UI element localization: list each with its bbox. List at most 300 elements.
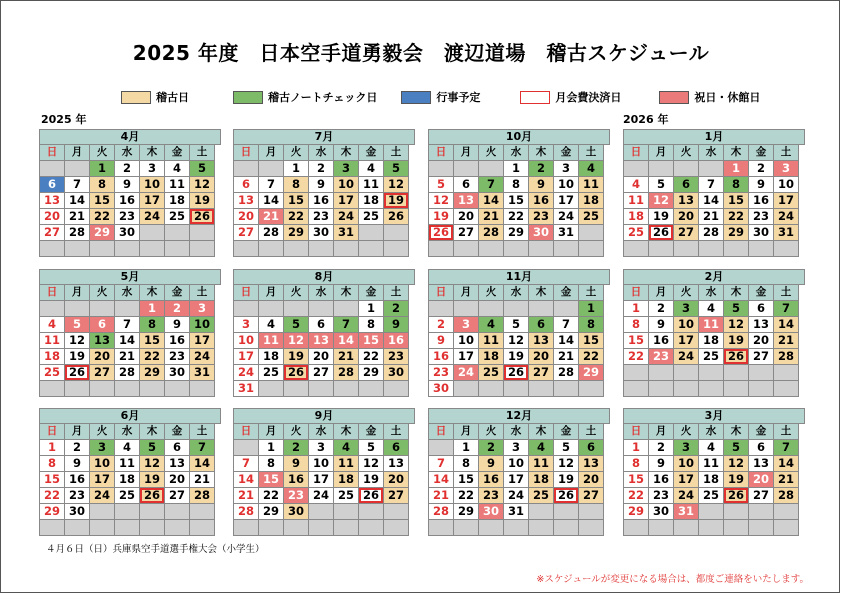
empty-cell bbox=[554, 504, 579, 520]
weekday-header: 木 bbox=[529, 145, 554, 161]
day-cell: 10 bbox=[234, 333, 259, 349]
day-cell: 12 bbox=[190, 177, 215, 193]
day-cell: 12 bbox=[649, 193, 674, 209]
weekday-header: 土 bbox=[190, 145, 215, 161]
day-cell: 11 bbox=[699, 456, 724, 472]
empty-cell bbox=[115, 241, 140, 257]
day-cell: 10 bbox=[504, 456, 529, 472]
day-cell: 21 bbox=[334, 349, 359, 365]
empty-cell bbox=[140, 225, 165, 241]
weekday-header: 土 bbox=[774, 285, 799, 301]
day-cell: 17 bbox=[309, 472, 334, 488]
day-cell: 10 bbox=[554, 177, 579, 193]
day-cell: 23 bbox=[649, 488, 674, 504]
day-cell: 24 bbox=[674, 349, 699, 365]
day-cell: 3 bbox=[234, 317, 259, 333]
day-cell: 17 bbox=[774, 193, 799, 209]
day-cell: 14 bbox=[774, 317, 799, 333]
day-cell: 27 bbox=[674, 225, 699, 241]
empty-cell bbox=[529, 504, 554, 520]
empty-cell bbox=[649, 365, 674, 381]
weekday-header: 木 bbox=[724, 424, 749, 440]
day-cell: 12 bbox=[65, 333, 90, 349]
day-cell: 7 bbox=[774, 440, 799, 456]
day-cell: 1 bbox=[624, 440, 649, 456]
empty-cell bbox=[334, 241, 359, 257]
day-cell: 2 bbox=[65, 440, 90, 456]
empty-cell bbox=[259, 161, 284, 177]
day-cell: 29 bbox=[90, 225, 115, 241]
empty-cell bbox=[624, 161, 649, 177]
day-cell: 14 bbox=[334, 333, 359, 349]
empty-cell bbox=[359, 381, 384, 397]
day-cell: 20 bbox=[90, 349, 115, 365]
day-cell: 18 bbox=[579, 193, 604, 209]
day-cell: 15 bbox=[454, 472, 479, 488]
day-cell: 3 bbox=[554, 161, 579, 177]
empty-cell bbox=[649, 381, 674, 397]
month-header: 4月 bbox=[40, 130, 221, 145]
day-cell: 4 bbox=[40, 317, 65, 333]
empty-cell bbox=[774, 504, 799, 520]
day-cell: 25 bbox=[40, 365, 65, 381]
legend-fee bbox=[520, 89, 621, 105]
day-cell: 14 bbox=[259, 193, 284, 209]
day-cell: 7 bbox=[554, 317, 579, 333]
empty-cell bbox=[624, 381, 649, 397]
day-cell: 22 bbox=[359, 349, 384, 365]
weekday-header: 金 bbox=[749, 424, 774, 440]
day-cell: 23 bbox=[749, 209, 774, 225]
day-cell: 30 bbox=[429, 381, 454, 397]
empty-cell bbox=[309, 504, 334, 520]
empty-cell bbox=[65, 381, 90, 397]
day-cell: 20 bbox=[40, 209, 65, 225]
day-cell: 17 bbox=[504, 472, 529, 488]
empty-cell bbox=[504, 241, 529, 257]
weekday-header: 土 bbox=[384, 145, 409, 161]
empty-cell bbox=[190, 225, 215, 241]
day-cell: 24 bbox=[90, 488, 115, 504]
day-cell: 8 bbox=[624, 317, 649, 333]
day-cell: 26 bbox=[284, 365, 309, 381]
day-cell: 14 bbox=[65, 193, 90, 209]
day-cell: 26 bbox=[429, 225, 454, 241]
day-cell: 29 bbox=[140, 365, 165, 381]
day-cell: 8 bbox=[284, 177, 309, 193]
day-cell: 13 bbox=[454, 193, 479, 209]
day-cell: 4 bbox=[699, 301, 724, 317]
month-header: 11月 bbox=[429, 270, 610, 285]
month-header: 9月 bbox=[234, 409, 415, 424]
empty-cell bbox=[649, 161, 674, 177]
day-cell: 17 bbox=[140, 193, 165, 209]
day-cell: 26 bbox=[504, 365, 529, 381]
day-cell: 25 bbox=[334, 488, 359, 504]
day-cell: 22 bbox=[284, 209, 309, 225]
weekday-header: 木 bbox=[140, 285, 165, 301]
day-cell: 4 bbox=[529, 440, 554, 456]
day-cell: 19 bbox=[724, 472, 749, 488]
empty-cell bbox=[554, 301, 579, 317]
empty-cell bbox=[309, 381, 334, 397]
year-label-2026: 2026 年 bbox=[623, 113, 669, 126]
day-cell: 4 bbox=[699, 440, 724, 456]
day-cell: 19 bbox=[65, 349, 90, 365]
day-cell: 1 bbox=[40, 440, 65, 456]
weekday-header: 金 bbox=[165, 145, 190, 161]
day-cell: 30 bbox=[479, 504, 504, 520]
day-cell: 27 bbox=[529, 365, 554, 381]
day-cell: 22 bbox=[40, 488, 65, 504]
day-cell: 7 bbox=[234, 456, 259, 472]
empty-cell bbox=[699, 365, 724, 381]
empty-cell bbox=[579, 381, 604, 397]
day-cell: 28 bbox=[429, 504, 454, 520]
day-cell: 19 bbox=[504, 349, 529, 365]
day-cell: 30 bbox=[749, 225, 774, 241]
day-cell: 24 bbox=[454, 365, 479, 381]
day-cell: 20 bbox=[454, 209, 479, 225]
day-cell: 17 bbox=[234, 349, 259, 365]
weekday-header: 火 bbox=[674, 285, 699, 301]
day-cell: 23 bbox=[65, 488, 90, 504]
empty-cell bbox=[579, 241, 604, 257]
month-header: 3月 bbox=[624, 409, 805, 424]
day-cell: 7 bbox=[774, 301, 799, 317]
empty-cell bbox=[774, 241, 799, 257]
day-cell: 21 bbox=[554, 349, 579, 365]
empty-cell bbox=[234, 520, 259, 536]
day-cell: 19 bbox=[649, 209, 674, 225]
day-cell: 5 bbox=[65, 317, 90, 333]
empty-cell bbox=[65, 161, 90, 177]
day-cell: 27 bbox=[40, 225, 65, 241]
empty-cell bbox=[674, 381, 699, 397]
day-cell: 16 bbox=[649, 333, 674, 349]
weekday-header: 金 bbox=[749, 145, 774, 161]
empty-cell bbox=[579, 520, 604, 536]
day-cell: 5 bbox=[724, 440, 749, 456]
weekday-header: 土 bbox=[579, 285, 604, 301]
day-cell: 26 bbox=[190, 209, 215, 225]
weekday-header: 土 bbox=[774, 424, 799, 440]
day-cell: 23 bbox=[479, 488, 504, 504]
empty-cell bbox=[115, 520, 140, 536]
day-cell: 9 bbox=[65, 456, 90, 472]
weekday-header: 日 bbox=[234, 424, 259, 440]
day-cell: 12 bbox=[384, 177, 409, 193]
empty-cell bbox=[359, 520, 384, 536]
weekday-header: 月 bbox=[649, 285, 674, 301]
day-cell: 3 bbox=[674, 301, 699, 317]
weekday-header: 火 bbox=[479, 285, 504, 301]
day-cell: 24 bbox=[334, 209, 359, 225]
day-cell: 3 bbox=[774, 161, 799, 177]
day-cell: 5 bbox=[649, 177, 674, 193]
day-cell: 22 bbox=[724, 209, 749, 225]
legend-swatch-holiday bbox=[659, 91, 689, 104]
day-cell: 29 bbox=[624, 504, 649, 520]
day-cell: 28 bbox=[774, 349, 799, 365]
day-cell: 15 bbox=[579, 333, 604, 349]
day-cell: 24 bbox=[554, 209, 579, 225]
empty-cell bbox=[309, 301, 334, 317]
day-cell: 14 bbox=[115, 333, 140, 349]
month-calendar bbox=[428, 269, 610, 397]
day-cell: 21 bbox=[774, 472, 799, 488]
day-cell: 20 bbox=[674, 209, 699, 225]
day-cell: 7 bbox=[190, 440, 215, 456]
empty-cell bbox=[554, 520, 579, 536]
weekday-header: 日 bbox=[624, 145, 649, 161]
day-cell: 13 bbox=[90, 333, 115, 349]
empty-cell bbox=[190, 520, 215, 536]
day-cell: 30 bbox=[165, 365, 190, 381]
weekday-header: 火 bbox=[284, 424, 309, 440]
day-cell: 7 bbox=[334, 317, 359, 333]
day-cell: 9 bbox=[479, 456, 504, 472]
empty-cell bbox=[140, 241, 165, 257]
day-cell: 13 bbox=[749, 456, 774, 472]
empty-cell bbox=[554, 381, 579, 397]
day-cell: 2 bbox=[479, 440, 504, 456]
empty-cell bbox=[65, 241, 90, 257]
empty-cell bbox=[40, 381, 65, 397]
day-cell: 13 bbox=[234, 193, 259, 209]
day-cell: 21 bbox=[259, 209, 284, 225]
weekday-header: 火 bbox=[284, 285, 309, 301]
day-cell: 25 bbox=[699, 488, 724, 504]
empty-cell bbox=[384, 504, 409, 520]
day-cell: 22 bbox=[624, 488, 649, 504]
day-cell: 12 bbox=[429, 193, 454, 209]
day-cell: 14 bbox=[190, 456, 215, 472]
day-cell: 11 bbox=[334, 456, 359, 472]
day-cell: 7 bbox=[699, 177, 724, 193]
day-cell: 7 bbox=[479, 177, 504, 193]
empty-cell bbox=[504, 301, 529, 317]
legend-label-keiko: 稽古日 bbox=[156, 91, 189, 104]
empty-cell bbox=[724, 365, 749, 381]
day-cell: 17 bbox=[554, 193, 579, 209]
day-cell: 6 bbox=[90, 317, 115, 333]
weekday-header: 日 bbox=[624, 285, 649, 301]
day-cell: 7 bbox=[259, 177, 284, 193]
day-cell: 13 bbox=[384, 456, 409, 472]
day-cell: 8 bbox=[504, 177, 529, 193]
day-cell: 21 bbox=[115, 349, 140, 365]
empty-cell bbox=[749, 381, 774, 397]
day-cell: 5 bbox=[140, 440, 165, 456]
day-cell: 10 bbox=[334, 177, 359, 193]
day-cell: 15 bbox=[140, 333, 165, 349]
day-cell: 13 bbox=[674, 193, 699, 209]
day-cell: 15 bbox=[624, 333, 649, 349]
empty-cell bbox=[699, 381, 724, 397]
day-cell: 5 bbox=[429, 177, 454, 193]
day-cell: 25 bbox=[529, 488, 554, 504]
weekday-header: 金 bbox=[554, 145, 579, 161]
month-calendar bbox=[39, 129, 221, 257]
day-cell: 10 bbox=[140, 177, 165, 193]
day-cell: 18 bbox=[259, 349, 284, 365]
day-cell: 1 bbox=[624, 301, 649, 317]
day-cell: 13 bbox=[309, 333, 334, 349]
day-cell: 1 bbox=[504, 161, 529, 177]
day-cell: 27 bbox=[90, 365, 115, 381]
empty-cell bbox=[40, 520, 65, 536]
empty-cell bbox=[529, 381, 554, 397]
day-cell: 23 bbox=[284, 488, 309, 504]
day-cell: 14 bbox=[774, 456, 799, 472]
day-cell: 16 bbox=[165, 333, 190, 349]
day-cell: 23 bbox=[529, 209, 554, 225]
legend-swatch-event bbox=[401, 91, 431, 104]
day-cell: 3 bbox=[309, 440, 334, 456]
month-calendar bbox=[623, 408, 805, 536]
day-cell: 9 bbox=[429, 333, 454, 349]
weekday-header: 木 bbox=[529, 285, 554, 301]
day-cell: 6 bbox=[309, 317, 334, 333]
day-cell: 15 bbox=[90, 193, 115, 209]
day-cell: 27 bbox=[309, 365, 334, 381]
empty-cell bbox=[674, 365, 699, 381]
day-cell: 12 bbox=[284, 333, 309, 349]
legend bbox=[121, 89, 760, 105]
weekday-header: 水 bbox=[115, 145, 140, 161]
month-header: 10月 bbox=[429, 130, 610, 145]
weekday-header: 水 bbox=[115, 424, 140, 440]
day-cell: 28 bbox=[699, 225, 724, 241]
day-cell: 21 bbox=[479, 209, 504, 225]
day-cell: 15 bbox=[40, 472, 65, 488]
day-cell: 4 bbox=[115, 440, 140, 456]
empty-cell bbox=[529, 301, 554, 317]
empty-cell bbox=[309, 520, 334, 536]
day-cell: 17 bbox=[90, 472, 115, 488]
day-cell: 27 bbox=[234, 225, 259, 241]
day-cell: 23 bbox=[384, 349, 409, 365]
day-cell: 19 bbox=[190, 193, 215, 209]
weekday-header: 日 bbox=[234, 285, 259, 301]
day-cell: 12 bbox=[504, 333, 529, 349]
weekday-header: 水 bbox=[699, 424, 724, 440]
empty-cell bbox=[140, 381, 165, 397]
day-cell: 25 bbox=[699, 349, 724, 365]
legend-swatch-note bbox=[233, 91, 263, 104]
empty-cell bbox=[165, 241, 190, 257]
day-cell: 20 bbox=[384, 472, 409, 488]
day-cell: 31 bbox=[554, 225, 579, 241]
day-cell: 10 bbox=[309, 456, 334, 472]
day-cell: 14 bbox=[699, 193, 724, 209]
day-cell: 11 bbox=[479, 333, 504, 349]
day-cell: 18 bbox=[115, 472, 140, 488]
weekday-header: 金 bbox=[359, 424, 384, 440]
day-cell: 29 bbox=[724, 225, 749, 241]
empty-cell bbox=[334, 504, 359, 520]
day-cell: 18 bbox=[165, 193, 190, 209]
day-cell: 2 bbox=[429, 317, 454, 333]
month-calendar bbox=[623, 129, 805, 257]
day-cell: 30 bbox=[115, 225, 140, 241]
weekday-header: 土 bbox=[579, 424, 604, 440]
day-cell: 4 bbox=[479, 317, 504, 333]
day-cell: 17 bbox=[454, 349, 479, 365]
day-cell: 20 bbox=[529, 349, 554, 365]
empty-cell bbox=[359, 504, 384, 520]
day-cell: 24 bbox=[140, 209, 165, 225]
empty-cell bbox=[579, 225, 604, 241]
empty-cell bbox=[454, 161, 479, 177]
day-cell: 29 bbox=[454, 504, 479, 520]
weekday-header: 日 bbox=[429, 145, 454, 161]
legend-event bbox=[401, 89, 480, 105]
day-cell: 10 bbox=[454, 333, 479, 349]
day-cell: 1 bbox=[579, 301, 604, 317]
empty-cell bbox=[724, 504, 749, 520]
day-cell: 30 bbox=[309, 225, 334, 241]
day-cell: 29 bbox=[504, 225, 529, 241]
day-cell: 4 bbox=[259, 317, 284, 333]
weekday-header: 木 bbox=[140, 424, 165, 440]
day-cell: 22 bbox=[140, 349, 165, 365]
day-cell: 2 bbox=[649, 301, 674, 317]
day-cell: 13 bbox=[579, 456, 604, 472]
day-cell: 28 bbox=[259, 225, 284, 241]
empty-cell bbox=[429, 161, 454, 177]
day-cell: 2 bbox=[309, 161, 334, 177]
day-cell: 26 bbox=[65, 365, 90, 381]
day-cell: 21 bbox=[190, 472, 215, 488]
weekday-header: 月 bbox=[649, 424, 674, 440]
day-cell: 28 bbox=[479, 225, 504, 241]
weekday-header: 火 bbox=[674, 424, 699, 440]
weekday-header: 土 bbox=[384, 285, 409, 301]
weekday-header: 土 bbox=[384, 424, 409, 440]
day-cell: 29 bbox=[259, 504, 284, 520]
empty-cell bbox=[65, 520, 90, 536]
weekday-header: 月 bbox=[65, 285, 90, 301]
day-cell: 10 bbox=[774, 177, 799, 193]
day-cell: 27 bbox=[165, 488, 190, 504]
day-cell: 16 bbox=[384, 333, 409, 349]
month-header: 2月 bbox=[624, 270, 805, 285]
empty-cell bbox=[65, 301, 90, 317]
day-cell: 11 bbox=[579, 177, 604, 193]
day-cell: 6 bbox=[749, 301, 774, 317]
day-cell: 13 bbox=[529, 333, 554, 349]
weekday-header: 日 bbox=[429, 424, 454, 440]
day-cell: 11 bbox=[115, 456, 140, 472]
day-cell: 29 bbox=[579, 365, 604, 381]
empty-cell bbox=[479, 241, 504, 257]
footnote: ４月６日（日）兵庫県空手道選手権大会（小学生） bbox=[46, 544, 265, 555]
empty-cell bbox=[479, 381, 504, 397]
day-cell: 9 bbox=[115, 177, 140, 193]
legend-note bbox=[233, 89, 377, 105]
day-cell: 28 bbox=[234, 504, 259, 520]
day-cell: 8 bbox=[140, 317, 165, 333]
weekday-header: 土 bbox=[774, 145, 799, 161]
day-cell: 26 bbox=[359, 488, 384, 504]
weekday-header: 月 bbox=[649, 145, 674, 161]
day-cell: 19 bbox=[429, 209, 454, 225]
day-cell: 25 bbox=[624, 225, 649, 241]
empty-cell bbox=[724, 241, 749, 257]
weekday-header: 金 bbox=[165, 424, 190, 440]
